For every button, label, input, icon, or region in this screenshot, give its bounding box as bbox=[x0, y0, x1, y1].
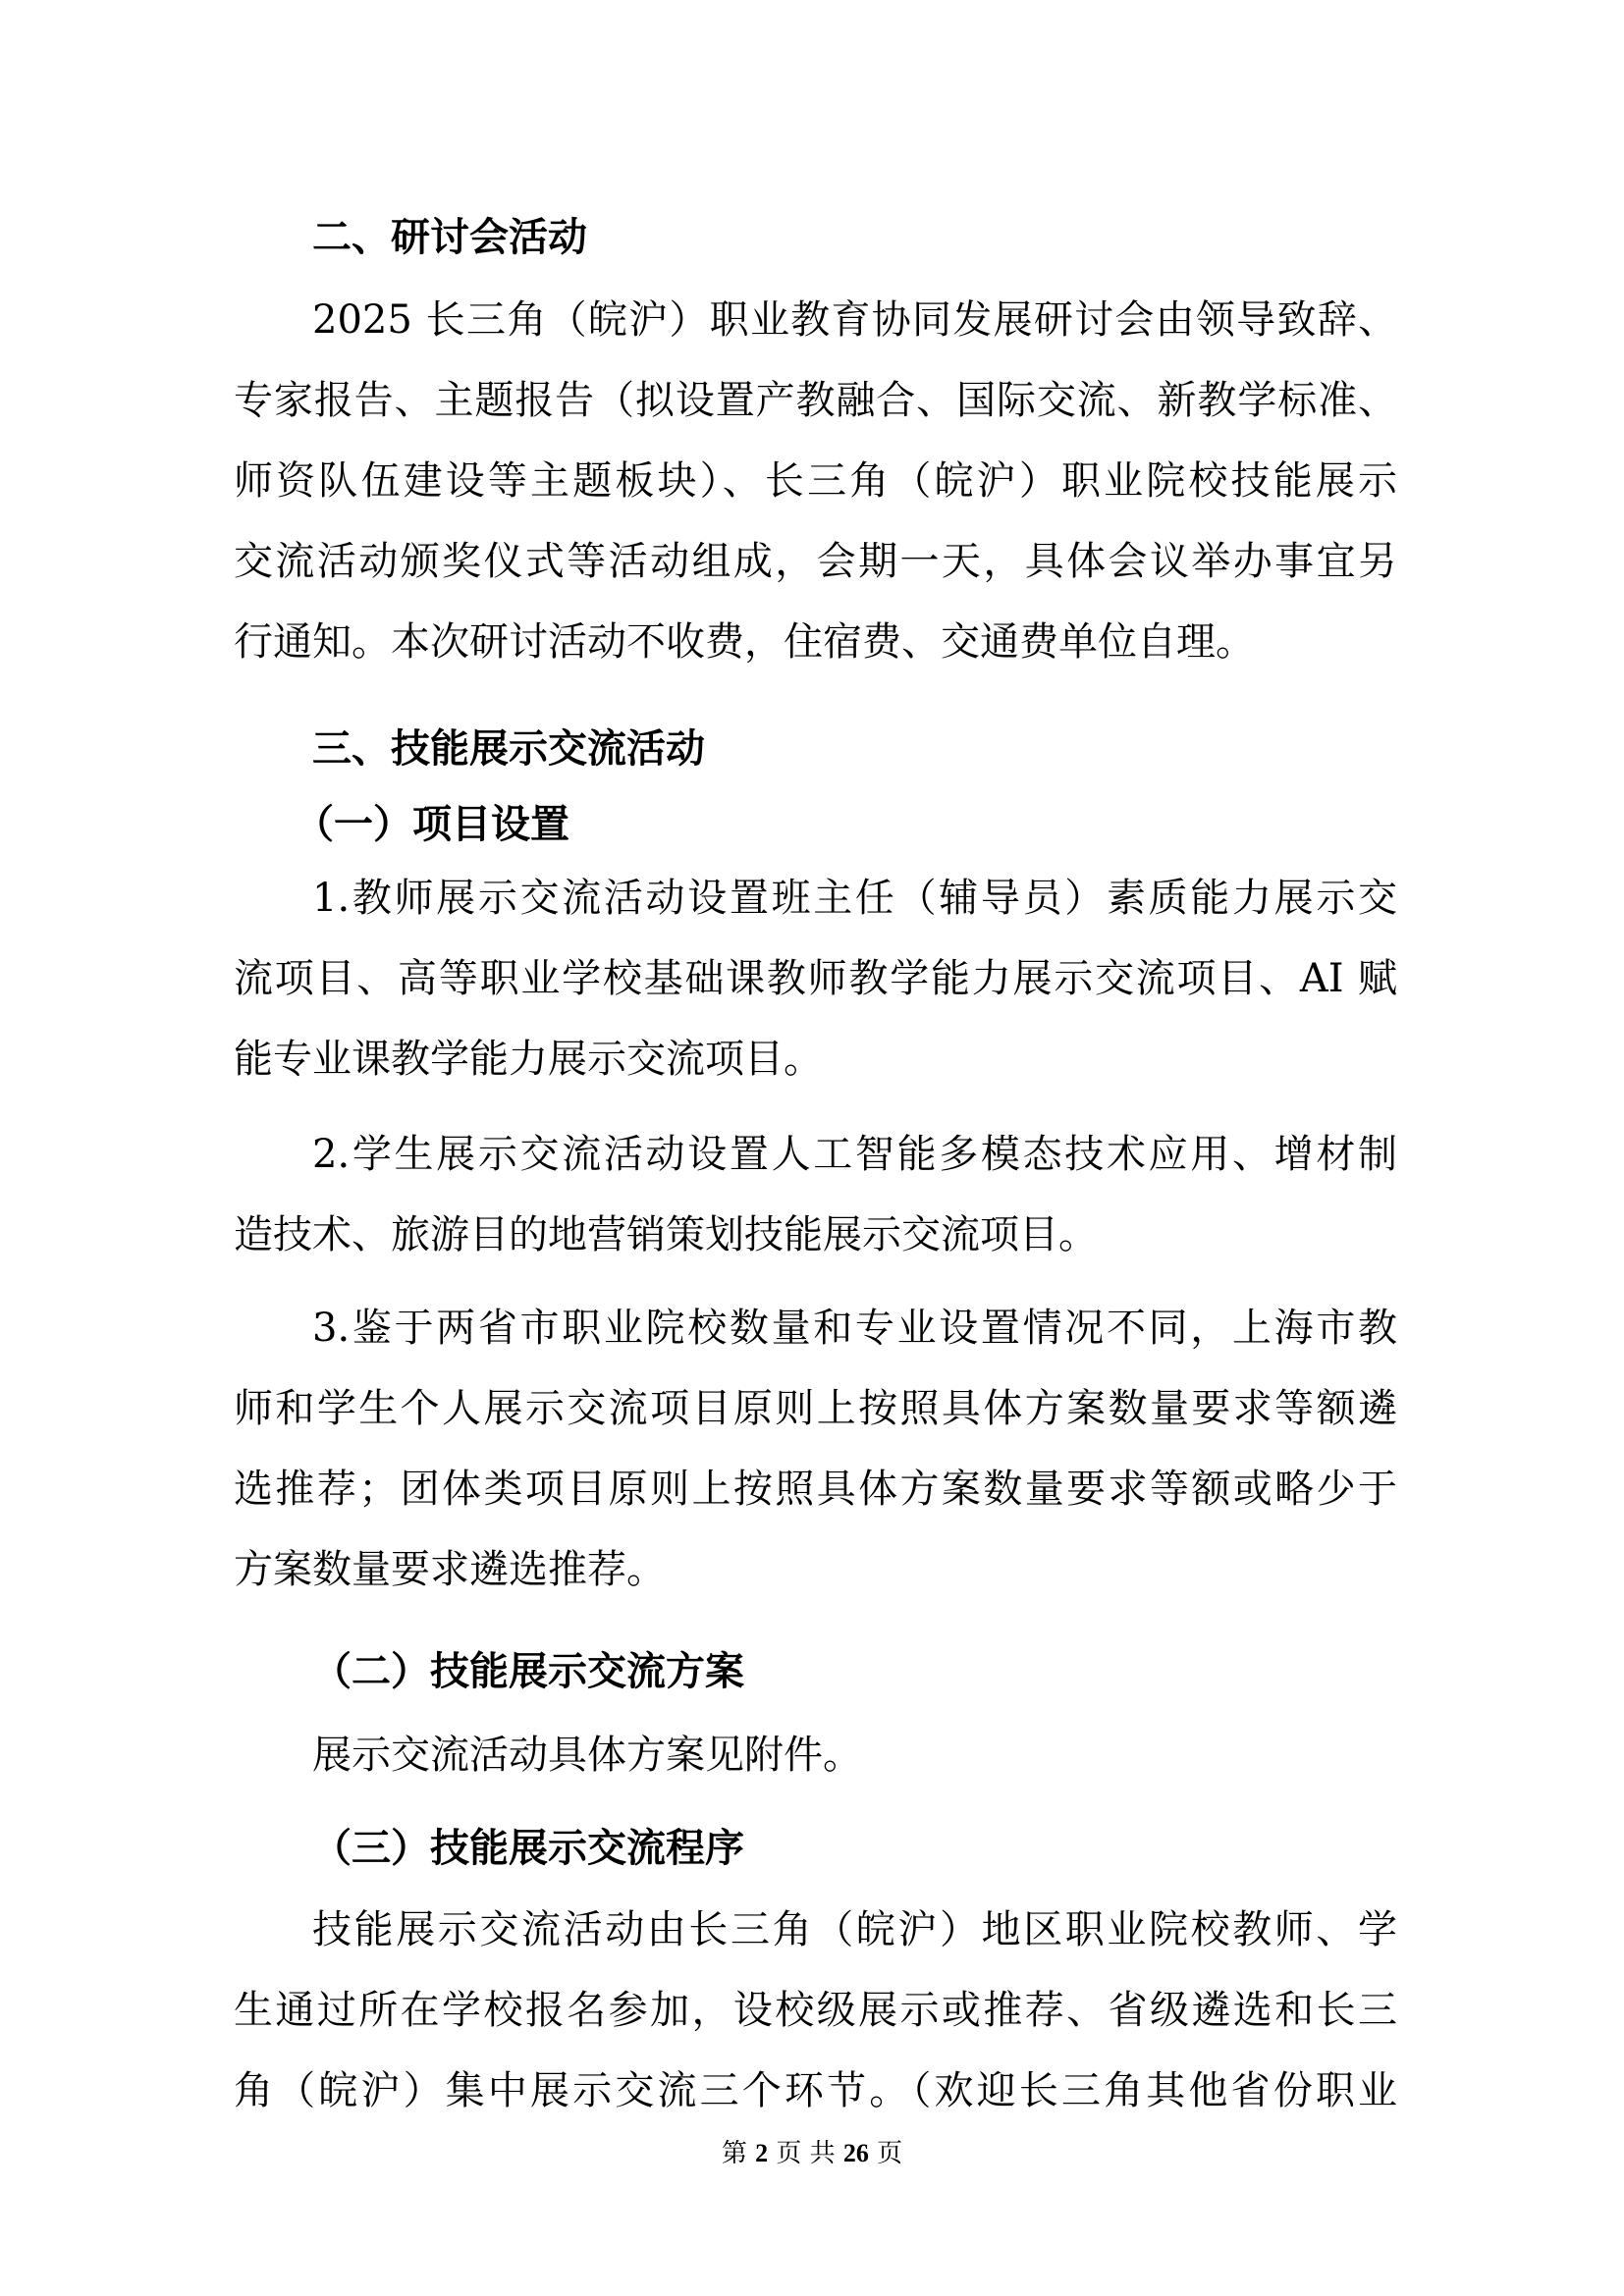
paragraph-line: 流项目、高等职业学校基础课教师教学能力展示交流项目、AI 赋 bbox=[234, 956, 1397, 1001]
footer-prefix: 第 bbox=[721, 2139, 747, 2168]
paragraph-line: 方案数量要求遴选推荐。 bbox=[234, 1547, 666, 1592]
paragraph-line: 交流活动颁奖仪式等活动组成，会期一天，具体会议举办事宜另 bbox=[234, 539, 1397, 584]
paragraph-line: 角（皖沪）集中展示交流三个环节。（欢迎长三角其他省份职业 bbox=[234, 2068, 1397, 2113]
paragraph-line: 能专业课教学能力展示交流项目。 bbox=[234, 1037, 823, 1082]
subsection-heading-project-setup: （一）项目设置 bbox=[295, 802, 569, 847]
paragraph-line: 生通过所在学校报名参加，设校级展示或推荐、省级遴选和长三 bbox=[234, 1988, 1397, 2033]
paragraph-line: 选推荐；团体类项目原则上按照具体方案数量要求等额或略少于 bbox=[234, 1467, 1397, 1512]
subsection-heading-plan: （二）技能展示交流方案 bbox=[312, 1649, 744, 1694]
footer-middle: 页 共 bbox=[776, 2139, 836, 2168]
footer-suffix: 页 bbox=[877, 2139, 903, 2168]
paragraph-line: 3.鉴于两省市职业院校数量和专业设置情况不同，上海市教 bbox=[312, 1306, 1397, 1351]
paragraph-line: 展示交流活动具体方案见附件。 bbox=[312, 1733, 862, 1778]
paragraph-line: 1.教师展示交流活动设置班主任（辅导员）素质能力展示交 bbox=[312, 876, 1397, 921]
paragraph-line: 技能展示交流活动由长三角（皖沪）地区职业院校教师、学 bbox=[312, 1907, 1397, 1952]
paragraph-line: 2025 长三角（皖沪）职业教育协同发展研讨会由领导致辞、 bbox=[312, 297, 1397, 343]
section-heading-seminar: 二、研讨会活动 bbox=[312, 215, 587, 260]
current-page-number: 2 bbox=[755, 2139, 769, 2167]
paragraph-line: 行通知。本次研讨活动不收费，住宿费、交通费单位自理。 bbox=[234, 619, 1255, 665]
subsection-heading-procedure: （三）技能展示交流程序 bbox=[312, 1826, 744, 1871]
paragraph-line: 造技术、旅游目的地营销策划技能展示交流项目。 bbox=[234, 1212, 1098, 1257]
paragraph-line: 师资队伍建设等主题板块）、长三角（皖沪）职业院校技能展示 bbox=[234, 458, 1397, 504]
section-heading-skills: 三、技能展示交流活动 bbox=[312, 726, 705, 772]
paragraph-line: 师和学生个人展示交流项目原则上按照具体方案数量要求等额遴 bbox=[234, 1386, 1397, 1431]
paragraph-line: 专家报告、主题报告（拟设置产教融合、国际交流、新教学标准、 bbox=[234, 378, 1397, 423]
page-footer bbox=[0, 2136, 1624, 2171]
paragraph-line: 2.学生展示交流活动设置人工智能多模态技术应用、增材制 bbox=[312, 1132, 1397, 1177]
total-page-count: 26 bbox=[842, 2139, 869, 2167]
